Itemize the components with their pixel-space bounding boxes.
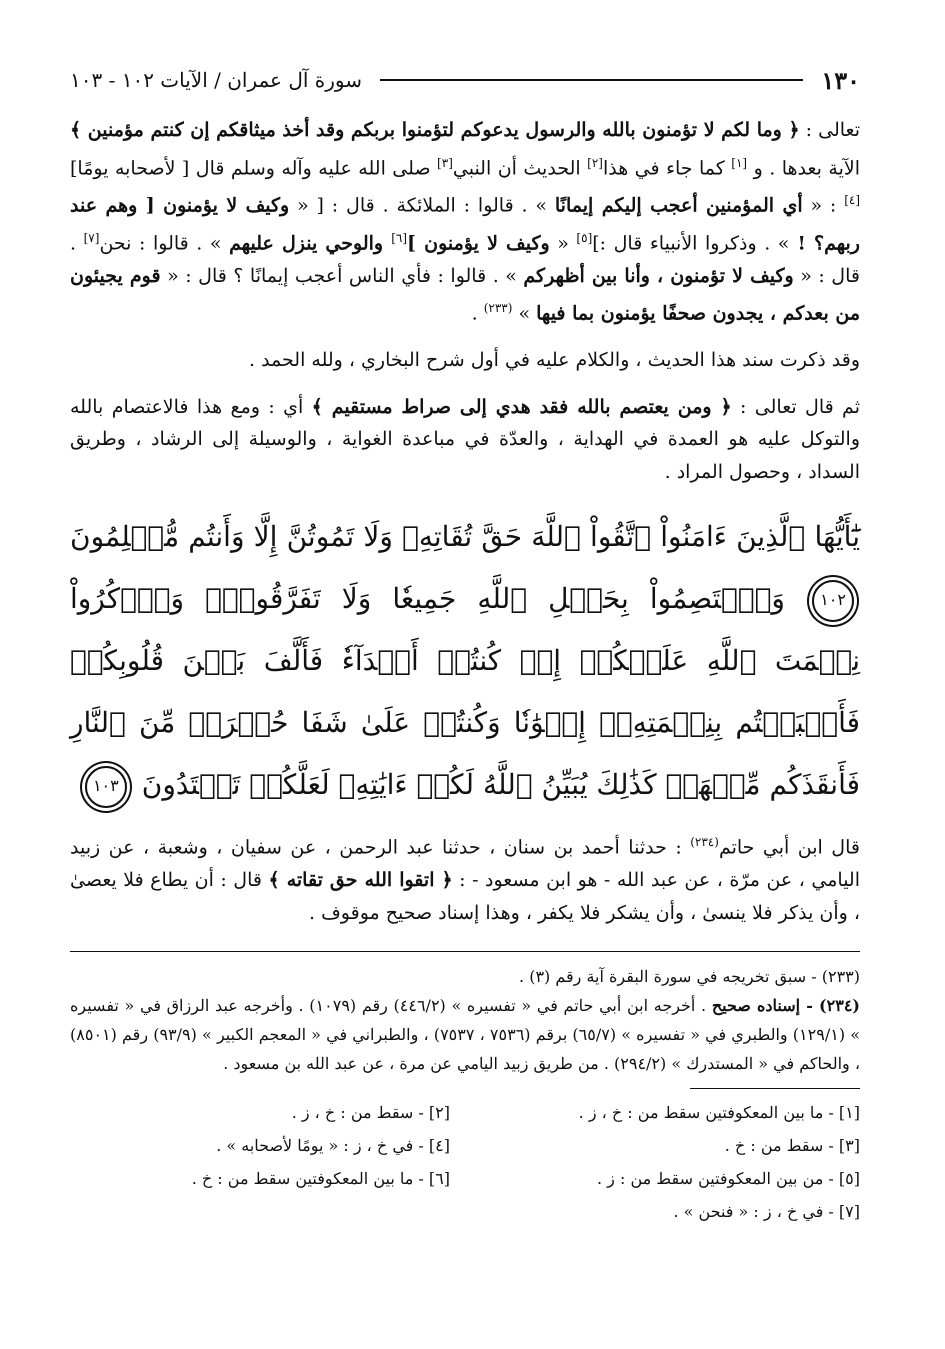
text-run: « [549,232,577,255]
text-run: : حدثنا أحمد بن سنان ، حدثنا عبد الرحمن ، عن سفيان ، وشعبة ، عن زبيد اليامي ، عن مرّة ، عن عبد الله - هو ابن مسعود - : [70,836,860,892]
footnote-233: (٢٣٣) - سبق تخريجه في سورة البقرة آية رقم (٣) . [519,967,860,987]
emphasized-text: وكيف لا يؤمنون [ وهم عند ربهم؟ ! [70,194,860,255]
running-header [70,60,860,100]
footnote-reference: [٢] [587,155,603,170]
ayah-number-marker: ١٠٣ [85,766,127,808]
variant-note: [١] - ما بين المعكوفتين سقط من : خ ، ز . [578,1103,860,1123]
footnote-reference: (٢٣٤) [690,835,719,850]
text-run: » . قالوا : نحن [99,232,230,255]
footnote-reference: [٧] [83,231,100,246]
text-run: الآية بعدها . و [747,156,860,179]
emphasized-text: وكيف لا تؤمنون ، وأنا بين أظهركم [523,264,794,287]
footnote-reference: [٣] [437,155,453,170]
emphasized-text: ﴿ وما لكم لا تؤمنون بالله والرسول يدعوكم لتؤمنوا بربكم وقد أخذ ميثاقكم إن كنتم مؤمنين ﴾ [70,119,800,141]
text-run: » [512,302,537,325]
emphasized-text: قوم يجيئون من بعدكم ، يجدون صحفًا يؤمنون بما فيها [70,264,860,325]
footnote-reference: [٦] [391,231,408,246]
emphasized-text: أي المؤمنين أعجب إليكم إيمانًا [554,194,803,217]
variant-note: [٦] - ما بين المعكوفتين سقط من : خ . [191,1169,450,1189]
ayah-number-marker: ١٠٢ [812,580,854,622]
book-page [70,60,860,1226]
text-run: » . قالوا : الملائكة . قال : [ « [289,194,555,217]
variant-note: [٤] - في خ ، ز : « يومًا لأصحابه » . [216,1136,450,1156]
emphasized-text: ﴿ ومن يعتصم بالله فقد هدي إلى صراط مستقيم ﴾ [311,395,732,418]
variant-note: [٣] - سقط من : خ . [724,1136,860,1156]
variant-note: [٥] - من بين المعكوفتين سقط من : ز . [597,1169,860,1189]
text-run: كما جاء في هذا [602,156,732,179]
text-run: . [471,302,484,325]
text-run: » . وذكروا الأنبياء قال :] [592,232,790,255]
text-run: » . قالوا : فأي الناس أعجب إيمانًا ؟ قال : « [160,264,524,287]
text-run: قال : أن يطاع فلا يعصىٰ ، وأن يذكر فلا ينسىٰ ، وأن يشكر فلا يكفر ، وهذا إسناد صحيح موقوف . [70,869,860,924]
chapter-title: سورة آل عمران / الآيات ١٠٢ - ١٠٣ [70,68,363,92]
footnote-divider [70,951,860,952]
ayah-102-text: يَٰٓأَيُّهَا ٱلَّذِينَ ءَامَنُواْ ٱتَّقُواْ ٱللَّهَ حَقَّ تُقَاتِهِۦ وَلَا تَمُوتُنَّ إِلَّا وَأَنتُم مُّسۡلِمُونَ [70,520,860,554]
ayah-103-text: وَٱعۡتَصِمُواْ بِحَبۡلِ ٱللَّهِ جَمِيعٗا وَلَا تَفَرَّقُواْۚ وَٱذۡكُرُواْ نِعۡمَتَ ٱللَّهِ عَلَيۡكُمۡ إِذۡ كُنتُمۡ أَعۡدَآءٗ فَأَلَّفَ بَيۡنَ قُلُوبِكُمۡ فَأَصۡبَحۡتُم بِنِعۡمَتِهِۦٓ إِخۡوَٰنٗا وَكُنتُمۡ عَلَىٰ شَفَا حُفۡرَةٖ مِّنَ ٱلنَّارِ فَأَنقَذَكُم مِّنۡهَاۗ كَذَٰلِكَ يُبَيِّنُ ٱللَّهُ لَكُمۡ ءَايَٰتِهِۦ لَعَلَّكُمۡ تَهۡتَدُونَ [70,582,860,802]
text-run: . قال : « [70,232,860,287]
text-run: قال ابن أبي حاتم [718,836,860,859]
variant-note: [٧] - في خ ، ز : « فنحن » . [673,1202,860,1222]
quran-verse-block [70,506,860,816]
text-run: : « [802,194,845,217]
footnote-234-text: . أخرجه ابن أبي حاتم في « تفسيره » (٤٤٦/٢) رقم (١٠٧٩) . وأخرجه عبد الرزاق في « تفسيره » (١٢٩/١) والطبري في « تفسيره » (٦٥/٧) برقم (٧٥٣٦ ، ٧٥٣٧) ، والطبراني في « المعجم الكبير » (٩٣/٩) رقم (٨٥٠١) ، والحاكم في « المستدرك » (٢٩٤/٢) . من طريق زبيد اليامي عن مرة ، عن عبد الله بن مسعود . [70,996,860,1074]
emphasized-text: والوحي ينزل عليهم [229,232,392,255]
text-run: تعالى : [799,119,860,141]
manuscript-variants [70,1099,860,1226]
header-rule [380,79,803,81]
paragraph-4 [70,826,860,929]
paragraph-1 [70,114,860,330]
paragraph-3 [70,391,860,489]
text-run: ثم قال تعالى : [731,395,860,418]
variant-note: [٢] - سقط من : خ ، ز . [291,1103,450,1123]
text-run: الحديث أن النبي [452,156,588,179]
variants-divider [690,1088,860,1089]
footnote-reference: [٤] [844,193,861,208]
footnote-reference: [٥] [576,231,593,246]
emphasized-text: ﴿ اتقوا الله حق تقاته ﴾ [268,869,453,892]
footnote-reference: [١] [731,155,748,170]
paragraph-2: وقد ذكرت سند هذا الحديث ، والكلام عليه في أول شرح البخاري ، ولله الحمد . [248,349,860,372]
footnote-234 [70,991,860,1078]
footnote-234-label: (٢٣٤) - إسناده صحيح [711,996,860,1016]
text-run: صلى الله عليه وآله وسلم قال [ لأصحابه يومًا] [70,156,438,179]
page-number: ١٣٠ [821,65,860,95]
text-run: أي : ومع هذا فالاعتصام بالله والتوكل عليه هو العمدة في الهداية ، والعدّة في مباعدة الغواية ، والوسيلة إلى الرشاد ، وطريق السداد ، وحصول المراد . [70,395,860,483]
footnote-reference: (٢٣٣) [483,301,513,316]
emphasized-text: وكيف لا يؤمنون ] [407,232,550,255]
